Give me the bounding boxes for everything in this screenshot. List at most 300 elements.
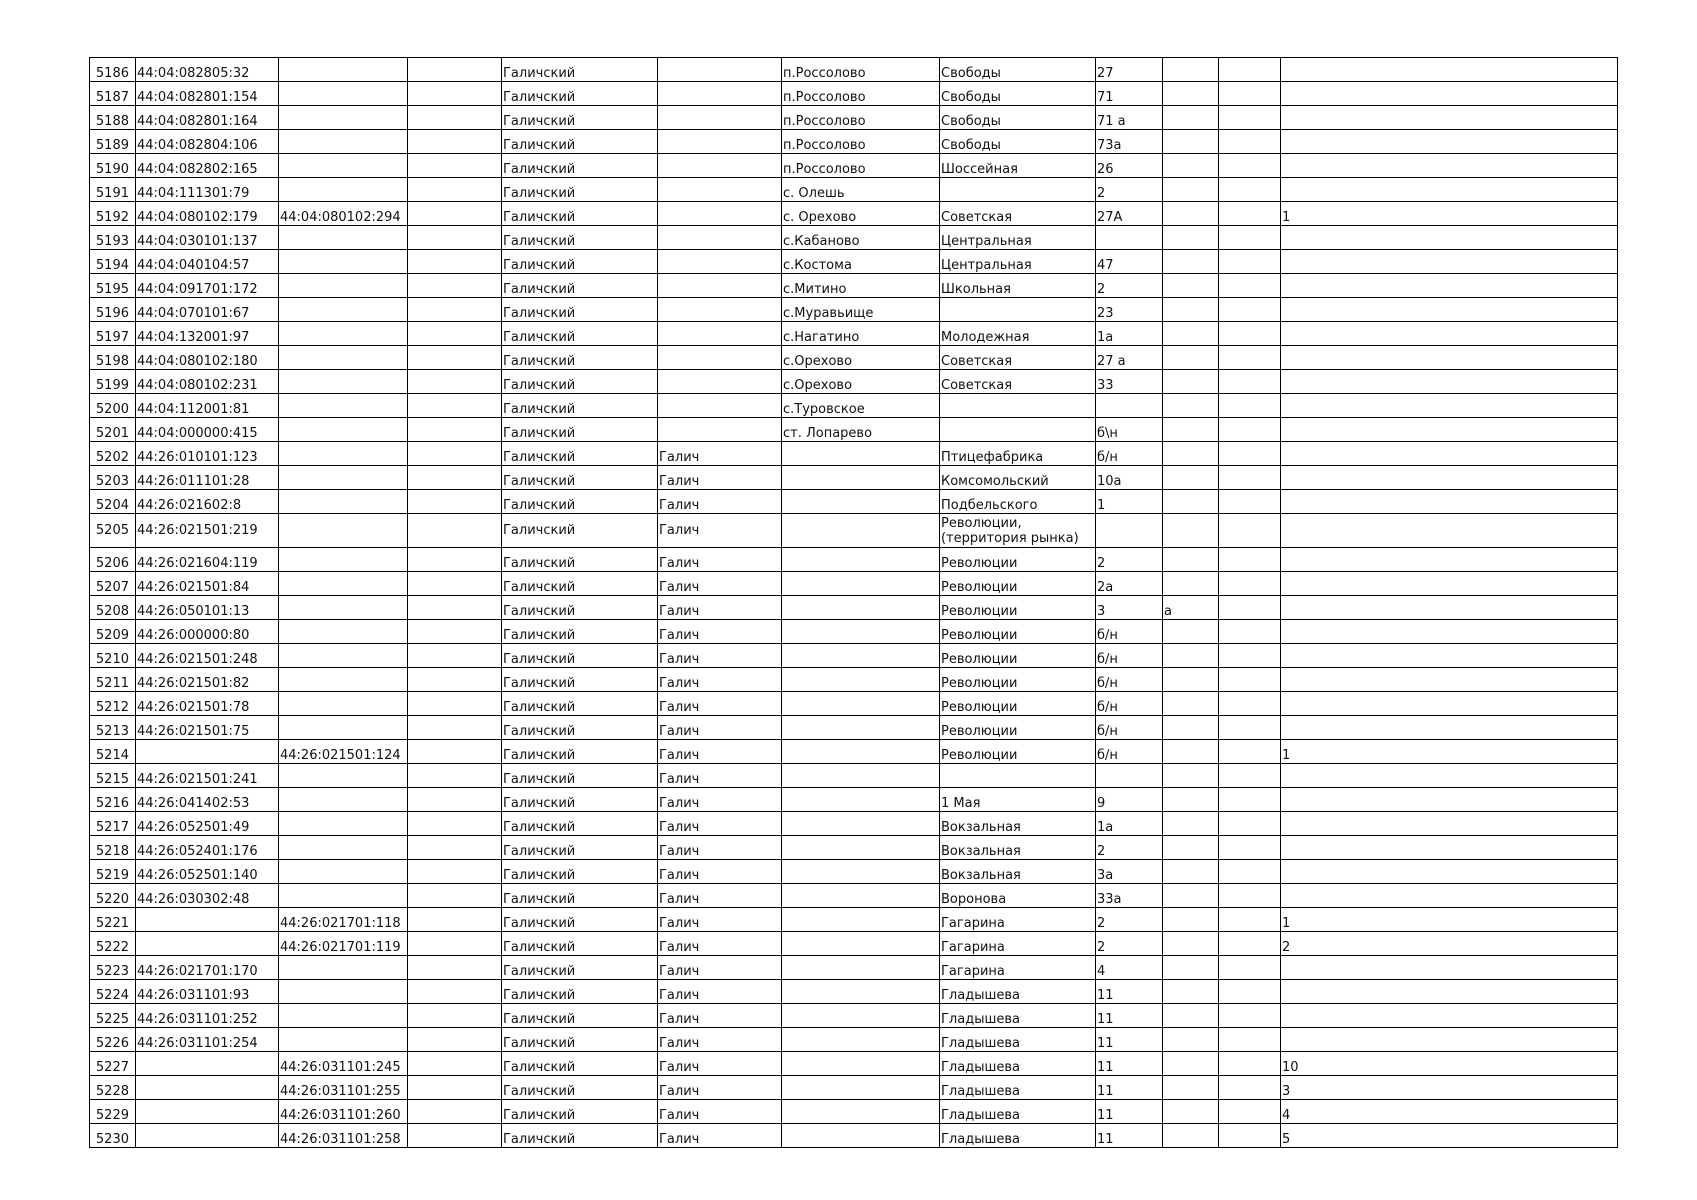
cell-district: Галичский	[502, 1028, 658, 1052]
cell-apartment	[1281, 130, 1618, 154]
table-row	[90, 764, 1618, 788]
cell-apartment	[1281, 370, 1618, 394]
cell-city: Галич	[658, 514, 782, 548]
cell-apartment	[1281, 620, 1618, 644]
cell-apartment	[1281, 812, 1618, 836]
cell-blank-col-2	[1219, 466, 1281, 490]
cell-street: Советская	[940, 370, 1096, 394]
cell-cadastral-number	[136, 1076, 279, 1100]
cell-house-letter	[1163, 860, 1219, 884]
cell-street: Свободы	[940, 58, 1096, 82]
cell-row-number: 5195	[90, 274, 136, 298]
table-row	[90, 620, 1618, 644]
cell-street: Гладышева	[940, 1028, 1096, 1052]
cell-blank-col	[408, 130, 502, 154]
cell-district: Галичский	[502, 370, 658, 394]
cell-row-number: 5220	[90, 884, 136, 908]
cell-cadastral-number-2	[279, 956, 408, 980]
cell-district: Галичский	[502, 572, 658, 596]
cell-blank-col-2	[1219, 668, 1281, 692]
cell-cadastral-number-2	[279, 692, 408, 716]
cell-row-number: 5215	[90, 764, 136, 788]
cell-city: Галич	[658, 956, 782, 980]
table-row	[90, 1004, 1618, 1028]
table-row	[90, 442, 1618, 466]
cell-settlement: с.Муравьище	[782, 298, 940, 322]
cell-settlement	[782, 716, 940, 740]
cell-cadastral-number: 44:04:082804:106	[136, 130, 279, 154]
cell-street: Гладышева	[940, 1004, 1096, 1028]
table-row	[90, 1052, 1618, 1076]
cell-city: Галич	[658, 596, 782, 620]
cell-cadastral-number: 44:26:021501:248	[136, 644, 279, 668]
cell-cadastral-number: 44:04:091701:172	[136, 274, 279, 298]
cell-cadastral-number	[136, 932, 279, 956]
cell-row-number: 5190	[90, 154, 136, 178]
cell-blank-col-2	[1219, 596, 1281, 620]
cell-city	[658, 250, 782, 274]
cell-apartment: 1	[1281, 908, 1618, 932]
cell-settlement	[782, 442, 940, 466]
cell-blank-col-2	[1219, 58, 1281, 82]
cell-cadastral-number-2	[279, 490, 408, 514]
cell-street: Гагарина	[940, 932, 1096, 956]
cell-row-number: 5202	[90, 442, 136, 466]
cell-row-number: 5217	[90, 812, 136, 836]
cell-settlement	[782, 1004, 940, 1028]
cell-street: Свободы	[940, 106, 1096, 130]
cell-house: б\н	[1096, 418, 1163, 442]
cell-apartment: 2	[1281, 932, 1618, 956]
table-row	[90, 490, 1618, 514]
cell-cadastral-number-2	[279, 394, 408, 418]
cell-settlement	[782, 1100, 940, 1124]
cell-blank-col-2	[1219, 1124, 1281, 1148]
cell-district: Галичский	[502, 274, 658, 298]
cell-house: 33а	[1096, 884, 1163, 908]
cell-blank-col-2	[1219, 442, 1281, 466]
cell-apartment	[1281, 644, 1618, 668]
cell-settlement	[782, 692, 940, 716]
cell-street: Свободы	[940, 130, 1096, 154]
cell-house: 9	[1096, 788, 1163, 812]
cell-cadastral-number: 44:26:052501:49	[136, 812, 279, 836]
cell-city: Галич	[658, 764, 782, 788]
cell-apartment: 5	[1281, 1124, 1618, 1148]
table-row	[90, 58, 1618, 82]
cell-blank-col	[408, 1004, 502, 1028]
cell-house: 11	[1096, 1052, 1163, 1076]
cell-street: Школьная	[940, 274, 1096, 298]
cell-apartment	[1281, 106, 1618, 130]
cell-house: б/н	[1096, 740, 1163, 764]
cell-apartment	[1281, 178, 1618, 202]
cell-district: Галичский	[502, 82, 658, 106]
cell-house-letter	[1163, 1028, 1219, 1052]
cell-row-number: 5192	[90, 202, 136, 226]
cell-blank-col	[408, 514, 502, 548]
table-row	[90, 1124, 1618, 1148]
cell-house-letter	[1163, 692, 1219, 716]
cell-city	[658, 298, 782, 322]
cell-blank-col	[408, 860, 502, 884]
cell-blank-col	[408, 836, 502, 860]
cell-blank-col	[408, 956, 502, 980]
cell-city: Галич	[658, 884, 782, 908]
cell-city: Галич	[658, 692, 782, 716]
cell-house: 1	[1096, 490, 1163, 514]
cell-settlement: п.Россолово	[782, 82, 940, 106]
cell-city: Галич	[658, 908, 782, 932]
cell-district: Галичский	[502, 812, 658, 836]
cell-district: Галичский	[502, 764, 658, 788]
cell-house-letter	[1163, 932, 1219, 956]
table-row	[90, 514, 1618, 548]
cell-apartment	[1281, 154, 1618, 178]
cell-house: 23	[1096, 298, 1163, 322]
cell-blank-col	[408, 668, 502, 692]
cell-blank-col-2	[1219, 178, 1281, 202]
cell-cadastral-number: 44:04:080102:179	[136, 202, 279, 226]
cell-settlement	[782, 860, 940, 884]
table-row	[90, 226, 1618, 250]
cell-house: 11	[1096, 1076, 1163, 1100]
cell-row-number: 5191	[90, 178, 136, 202]
cell-settlement	[782, 980, 940, 1004]
cell-street: Гладышева	[940, 980, 1096, 1004]
cell-house-letter	[1163, 764, 1219, 788]
cell-city	[658, 322, 782, 346]
table-row	[90, 908, 1618, 932]
cell-apartment	[1281, 346, 1618, 370]
cell-settlement	[782, 514, 940, 548]
cell-city	[658, 154, 782, 178]
cell-cadastral-number-2	[279, 466, 408, 490]
cell-blank-col-2	[1219, 740, 1281, 764]
table-row	[90, 716, 1618, 740]
cell-street	[940, 394, 1096, 418]
cell-cadastral-number: 44:04:082801:164	[136, 106, 279, 130]
cell-blank-col-2	[1219, 274, 1281, 298]
table-row	[90, 980, 1618, 1004]
cell-blank-col-2	[1219, 1004, 1281, 1028]
cell-cadastral-number-2	[279, 884, 408, 908]
cell-house-letter	[1163, 346, 1219, 370]
cell-blank-col	[408, 442, 502, 466]
cell-house-letter	[1163, 980, 1219, 1004]
cell-house	[1096, 394, 1163, 418]
cell-cadastral-number: 44:26:011101:28	[136, 466, 279, 490]
table-row	[90, 884, 1618, 908]
table-row	[90, 836, 1618, 860]
cell-house: 3а	[1096, 860, 1163, 884]
cell-blank-col-2	[1219, 154, 1281, 178]
cell-row-number: 5197	[90, 322, 136, 346]
cell-cadastral-number-2: 44:26:021501:124	[279, 740, 408, 764]
cell-city: Галич	[658, 980, 782, 1004]
cell-cadastral-number: 44:26:021501:82	[136, 668, 279, 692]
cell-house: 71	[1096, 82, 1163, 106]
cell-district: Галичский	[502, 740, 658, 764]
cell-blank-col	[408, 298, 502, 322]
cell-blank-col-2	[1219, 1052, 1281, 1076]
cell-cadastral-number-2: 44:26:031101:260	[279, 1100, 408, 1124]
cell-house-letter	[1163, 644, 1219, 668]
register-sheet	[89, 57, 1617, 1148]
table-row	[90, 740, 1618, 764]
cell-blank-col	[408, 1028, 502, 1052]
cell-house-letter	[1163, 668, 1219, 692]
cell-blank-col	[408, 1076, 502, 1100]
cell-house-letter	[1163, 716, 1219, 740]
cell-cadastral-number: 44:26:021602:8	[136, 490, 279, 514]
cell-district: Галичский	[502, 884, 658, 908]
cell-street	[940, 298, 1096, 322]
cell-row-number: 5187	[90, 82, 136, 106]
table-row	[90, 668, 1618, 692]
cell-district: Галичский	[502, 346, 658, 370]
cell-blank-col	[408, 980, 502, 1004]
cell-blank-col	[408, 154, 502, 178]
cell-district: Галичский	[502, 418, 658, 442]
cell-row-number: 5223	[90, 956, 136, 980]
cell-house-letter	[1163, 178, 1219, 202]
table-row	[90, 860, 1618, 884]
cell-house-letter	[1163, 370, 1219, 394]
cell-district: Галичский	[502, 490, 658, 514]
cell-district: Галичский	[502, 1004, 658, 1028]
cell-city	[658, 130, 782, 154]
cell-house: 1а	[1096, 812, 1163, 836]
cell-district: Галичский	[502, 932, 658, 956]
cell-street: Гладышева	[940, 1052, 1096, 1076]
cell-cadastral-number-2	[279, 370, 408, 394]
table-row	[90, 82, 1618, 106]
cell-cadastral-number: 44:04:082802:165	[136, 154, 279, 178]
cell-settlement	[782, 620, 940, 644]
cell-apartment	[1281, 82, 1618, 106]
cell-blank-col-2	[1219, 716, 1281, 740]
cell-settlement	[782, 1124, 940, 1148]
cell-cadastral-number-2	[279, 812, 408, 836]
cell-district: Галичский	[502, 106, 658, 130]
cell-apartment	[1281, 418, 1618, 442]
cell-street: Революции	[940, 668, 1096, 692]
cell-district: Галичский	[502, 788, 658, 812]
table-row	[90, 202, 1618, 226]
cell-cadastral-number-2: 44:26:021701:119	[279, 932, 408, 956]
cell-settlement	[782, 908, 940, 932]
cell-settlement	[782, 956, 940, 980]
cell-apartment	[1281, 1028, 1618, 1052]
cell-city: Галич	[658, 740, 782, 764]
cell-row-number: 5224	[90, 980, 136, 1004]
cell-street: Воронова	[940, 884, 1096, 908]
cell-cadastral-number: 44:26:021501:219	[136, 514, 279, 548]
cell-blank-col-2	[1219, 908, 1281, 932]
cell-cadastral-number: 44:04:112001:81	[136, 394, 279, 418]
cell-house: 2	[1096, 548, 1163, 572]
cell-blank-col-2	[1219, 572, 1281, 596]
cell-row-number: 5205	[90, 514, 136, 548]
cell-house: 2а	[1096, 572, 1163, 596]
cell-house-letter	[1163, 572, 1219, 596]
table-row	[90, 596, 1618, 620]
cell-blank-col-2	[1219, 548, 1281, 572]
cell-city	[658, 370, 782, 394]
cell-street: Советская	[940, 202, 1096, 226]
cell-blank-col-2	[1219, 692, 1281, 716]
cell-row-number: 5210	[90, 644, 136, 668]
cell-settlement: с.Туровское	[782, 394, 940, 418]
cell-apartment	[1281, 274, 1618, 298]
cell-city: Галич	[658, 572, 782, 596]
table-row	[90, 956, 1618, 980]
cell-blank-col-2	[1219, 298, 1281, 322]
table-row	[90, 1028, 1618, 1052]
cell-blank-col	[408, 106, 502, 130]
cell-cadastral-number: 44:26:031101:254	[136, 1028, 279, 1052]
cell-cadastral-number	[136, 1052, 279, 1076]
cell-cadastral-number-2: 44:26:021701:118	[279, 908, 408, 932]
cell-blank-col	[408, 394, 502, 418]
cell-house-letter	[1163, 250, 1219, 274]
cell-house-letter	[1163, 548, 1219, 572]
cell-street: Гагарина	[940, 956, 1096, 980]
cell-district: Галичский	[502, 716, 658, 740]
table-row	[90, 548, 1618, 572]
cell-district: Галичский	[502, 1076, 658, 1100]
cell-settlement	[782, 836, 940, 860]
cell-house-letter	[1163, 1124, 1219, 1148]
cell-settlement	[782, 596, 940, 620]
cell-settlement: с.Орехово	[782, 370, 940, 394]
cell-house: б/н	[1096, 442, 1163, 466]
cell-city: Галич	[658, 1052, 782, 1076]
cell-house-letter	[1163, 490, 1219, 514]
cell-cadastral-number-2	[279, 130, 408, 154]
cell-blank-col	[408, 644, 502, 668]
cell-apartment	[1281, 860, 1618, 884]
cell-cadastral-number: 44:26:021501:75	[136, 716, 279, 740]
cell-city: Галич	[658, 1076, 782, 1100]
cell-street: Революции	[940, 716, 1096, 740]
cell-blank-col-2	[1219, 932, 1281, 956]
cell-apartment	[1281, 956, 1618, 980]
cell-blank-col	[408, 548, 502, 572]
table-row	[90, 394, 1618, 418]
cell-house-letter	[1163, 788, 1219, 812]
cell-district: Галичский	[502, 514, 658, 548]
table-row	[90, 274, 1618, 298]
cell-apartment	[1281, 596, 1618, 620]
cell-settlement	[782, 668, 940, 692]
cell-apartment	[1281, 1004, 1618, 1028]
cell-house-letter	[1163, 956, 1219, 980]
table-row	[90, 154, 1618, 178]
cell-house: б/н	[1096, 620, 1163, 644]
cell-blank-col	[408, 418, 502, 442]
cell-cadastral-number-2	[279, 178, 408, 202]
cell-house: б/н	[1096, 716, 1163, 740]
cell-apartment	[1281, 514, 1618, 548]
cell-apartment: 4	[1281, 1100, 1618, 1124]
cell-street: Молодежная	[940, 322, 1096, 346]
cell-street: Центральная	[940, 250, 1096, 274]
cell-blank-col-2	[1219, 620, 1281, 644]
cell-apartment	[1281, 58, 1618, 82]
cell-district: Галичский	[502, 442, 658, 466]
cell-settlement	[782, 1052, 940, 1076]
cell-blank-col-2	[1219, 764, 1281, 788]
cell-blank-col-2	[1219, 1028, 1281, 1052]
table-row	[90, 812, 1618, 836]
cell-district: Галичский	[502, 394, 658, 418]
cell-street: Комсомольский	[940, 466, 1096, 490]
cell-house: 11	[1096, 1124, 1163, 1148]
cell-row-number: 5214	[90, 740, 136, 764]
cell-house-letter	[1163, 82, 1219, 106]
cell-city: Галич	[658, 716, 782, 740]
cell-house: 11	[1096, 1100, 1163, 1124]
cell-cadastral-number-2	[279, 250, 408, 274]
cell-blank-col	[408, 596, 502, 620]
cell-district: Галичский	[502, 1124, 658, 1148]
cell-settlement	[782, 740, 940, 764]
cell-blank-col	[408, 466, 502, 490]
cell-cadastral-number	[136, 740, 279, 764]
cell-district: Галичский	[502, 644, 658, 668]
cell-district: Галичский	[502, 298, 658, 322]
cell-blank-col-2	[1219, 394, 1281, 418]
cell-blank-col	[408, 490, 502, 514]
cell-city: Галич	[658, 668, 782, 692]
cell-city: Галич	[658, 490, 782, 514]
cell-blank-col-2	[1219, 82, 1281, 106]
cell-row-number: 5227	[90, 1052, 136, 1076]
cell-house-letter	[1163, 418, 1219, 442]
cell-cadastral-number: 44:26:031101:93	[136, 980, 279, 1004]
cell-house-letter	[1163, 836, 1219, 860]
cell-blank-col	[408, 692, 502, 716]
cell-cadastral-number: 44:26:052501:140	[136, 860, 279, 884]
cell-settlement	[782, 572, 940, 596]
cell-settlement: с.Нагатино	[782, 322, 940, 346]
cell-cadastral-number-2	[279, 596, 408, 620]
cell-city: Галич	[658, 644, 782, 668]
cell-house: 2	[1096, 178, 1163, 202]
cell-settlement: с. Олешь	[782, 178, 940, 202]
cell-settlement	[782, 812, 940, 836]
cell-cadastral-number-2	[279, 442, 408, 466]
table-row	[90, 418, 1618, 442]
cell-cadastral-number-2	[279, 764, 408, 788]
cell-city: Галич	[658, 860, 782, 884]
cell-street: Революции, (территория рынка)	[940, 514, 1096, 548]
cell-house: 26	[1096, 154, 1163, 178]
cell-cadastral-number: 44:04:070101:67	[136, 298, 279, 322]
cell-cadastral-number-2	[279, 82, 408, 106]
cell-cadastral-number: 44:26:031101:252	[136, 1004, 279, 1028]
cell-row-number: 5213	[90, 716, 136, 740]
table-row	[90, 250, 1618, 274]
cell-street: Вокзальная	[940, 860, 1096, 884]
cell-city: Галич	[658, 812, 782, 836]
table-row	[90, 1100, 1618, 1124]
cell-city	[658, 202, 782, 226]
cell-house-letter	[1163, 620, 1219, 644]
cell-settlement: с.Митино	[782, 274, 940, 298]
